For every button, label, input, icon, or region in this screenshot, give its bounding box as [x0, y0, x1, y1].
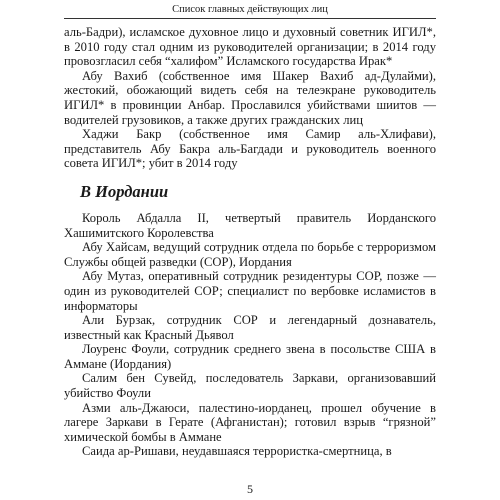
header-rule	[64, 18, 436, 19]
paragraph: Азми аль-Джаюси, палестино-иорданец, прошел обучение в лагере Заркави в Герате (Афганистан); готовил взрыв “грязной” химической бомбы в Аммане	[64, 400, 436, 444]
page-body	[64, 25, 436, 459]
paragraph: Абу Мутаз, оперативный сотрудник резидентуры СОР, позже — один из руководителей СОР; специалист по вербовке исламистов в информаторы	[64, 269, 436, 313]
paragraph: Лоуренс Фоули, сотрудник среднего звена в посольстве США в Аммане (Иордания)	[64, 342, 436, 371]
paragraph: Абу Хайсам, ведущий сотрудник отдела по борьбе с терроризмом Службы общей разведки (СОР), Иордания	[64, 240, 436, 269]
section-heading: В Иордании	[80, 181, 169, 201]
running-title: Список главных действующих лиц	[172, 4, 328, 15]
paragraph: Али Бурзак, сотрудник СОР и легендарный дознаватель, известный как Красный Дьявол	[64, 313, 436, 342]
paragraph: Салим бен Сувейд, последователь Заркави, организовавший убийство Фоули	[64, 371, 436, 401]
paragraph: аль-Бадри), исламское духовное лицо и духовный советник ИГИЛ*, в 2010 году стал одним из руководителей организации; в 2014 году провозгласил себя “халифом” Исламского государства Ирак*	[64, 25, 436, 69]
paragraph: Абу Вахиб (собственное имя Шакер Вахиб ад-Дулайми), жестокий, обожающий видеть себя на телеэкране руководитель ИГИЛ* в провинции Анбар. Прославился убийствами шиитов — водителей грузовиков, а также других гражданских лиц	[64, 68, 436, 127]
page-number: 5	[247, 482, 253, 496]
paragraph: Король Абдалла II, четвертый правитель Иорданского Хашимитского Королевства	[64, 210, 436, 240]
paragraph: Хаджи Бакр (собственное имя Самир аль-Хлифави), представитель Абу Бакра аль-Багдади и руководитель военного совета ИГИЛ*; убит в 2014 году	[64, 127, 436, 171]
paragraph: Саида ар-Ришави, неудавшаяся террористка-смертница, в	[82, 444, 392, 459]
